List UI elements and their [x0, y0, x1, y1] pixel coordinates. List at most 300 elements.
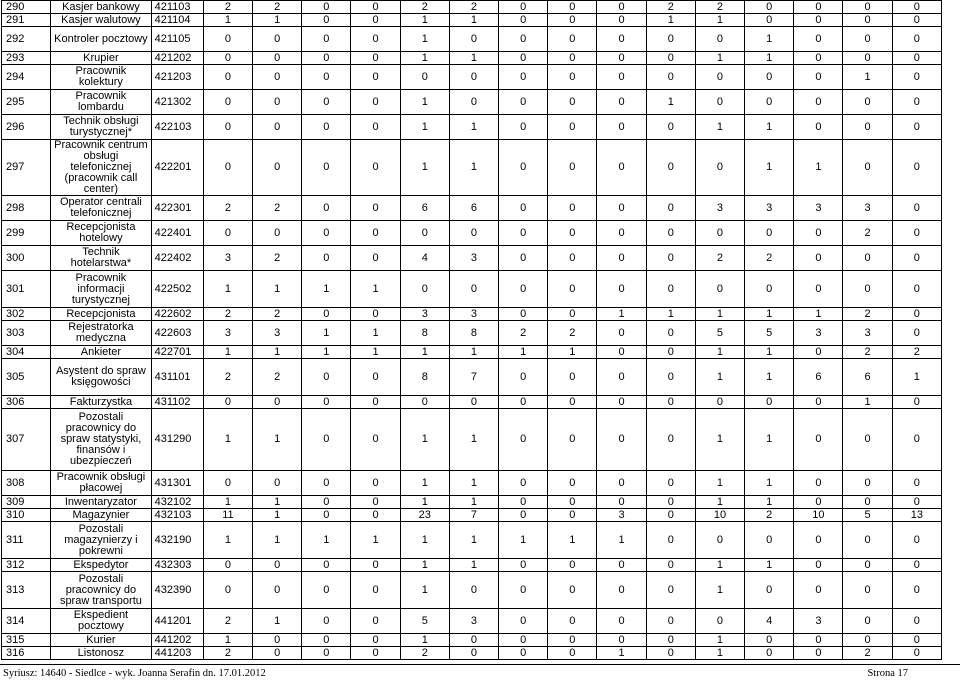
value-cell: 0	[794, 65, 843, 90]
value-cell: 0	[351, 246, 400, 271]
value-cell: 0	[203, 140, 252, 196]
value-cell: 0	[302, 396, 351, 409]
value-cell: 0	[892, 140, 941, 196]
value-cell: 0	[499, 52, 548, 65]
value-cell: 0	[548, 559, 597, 572]
value-cell: 0	[695, 65, 744, 90]
value-cell: 0	[843, 52, 892, 65]
value-cell: 0	[646, 496, 695, 509]
value-cell: 0	[548, 115, 597, 140]
occupation-name-cell: Kasjer walutowy	[51, 14, 151, 27]
value-cell: 0	[302, 115, 351, 140]
value-cell: 5	[400, 609, 449, 634]
value-cell: 2	[253, 1, 302, 14]
value-cell: 0	[351, 27, 400, 52]
value-cell: 0	[695, 271, 744, 308]
value-cell: 0	[351, 14, 400, 27]
value-cell: 5	[843, 509, 892, 522]
value-cell: 0	[548, 634, 597, 647]
value-cell: 0	[843, 559, 892, 572]
value-cell: 0	[597, 27, 646, 52]
value-cell: 1	[449, 559, 498, 572]
occupation-name-cell: Ekspedient pocztowy	[51, 609, 151, 634]
value-cell: 0	[548, 271, 597, 308]
occupation-name-cell: Ekspedytor	[51, 559, 151, 572]
row-number-cell: 298	[2, 196, 51, 221]
value-cell: 0	[597, 14, 646, 27]
value-cell: 1	[745, 359, 794, 396]
value-cell: 0	[794, 246, 843, 271]
value-cell: 0	[597, 634, 646, 647]
occupation-name-cell: Krupier	[51, 52, 151, 65]
value-cell: 0	[548, 471, 597, 496]
value-cell: 0	[449, 221, 498, 246]
value-cell: 1	[253, 496, 302, 509]
value-cell: 1	[203, 522, 252, 559]
value-cell: 3	[203, 246, 252, 271]
occupation-name-cell: Ankieter	[51, 346, 151, 359]
value-cell: 0	[597, 321, 646, 346]
occupation-code-cell: 422502	[151, 271, 203, 308]
value-cell: 1	[695, 14, 744, 27]
value-cell: 1	[449, 496, 498, 509]
table-row	[2, 471, 942, 496]
value-cell: 0	[646, 409, 695, 471]
value-cell: 0	[597, 471, 646, 496]
value-cell: 3	[794, 196, 843, 221]
value-cell: 0	[499, 559, 548, 572]
value-cell: 0	[302, 140, 351, 196]
value-cell: 0	[203, 221, 252, 246]
value-cell: 1	[646, 90, 695, 115]
value-cell: 7	[449, 359, 498, 396]
row-number-cell: 314	[2, 609, 51, 634]
value-cell: 2	[548, 321, 597, 346]
value-cell: 1	[253, 14, 302, 27]
value-cell: 0	[843, 27, 892, 52]
value-cell: 0	[646, 52, 695, 65]
value-cell: 1	[695, 647, 744, 660]
value-cell: 0	[548, 359, 597, 396]
occupation-code-cell: 422402	[151, 246, 203, 271]
value-cell: 0	[499, 359, 548, 396]
value-cell: 1	[351, 346, 400, 359]
value-cell: 0	[892, 647, 941, 660]
value-cell: 0	[351, 90, 400, 115]
value-cell: 1	[400, 471, 449, 496]
value-cell: 0	[745, 65, 794, 90]
table-body	[2, 1, 942, 660]
value-cell: 0	[794, 271, 843, 308]
value-cell: 0	[351, 471, 400, 496]
value-cell: 1	[400, 27, 449, 52]
value-cell: 1	[203, 634, 252, 647]
value-cell: 0	[548, 221, 597, 246]
page-number: Strona 17	[867, 668, 908, 679]
value-cell: 1	[745, 471, 794, 496]
value-cell: 1	[646, 308, 695, 321]
value-cell: 0	[499, 140, 548, 196]
value-cell: 0	[695, 140, 744, 196]
table-row	[2, 65, 942, 90]
value-cell: 1	[794, 140, 843, 196]
value-cell: 0	[548, 396, 597, 409]
value-cell: 0	[892, 559, 941, 572]
value-cell: 3	[843, 196, 892, 221]
occupation-code-cell: 421202	[151, 52, 203, 65]
occupation-name-cell: Inwentaryzator	[51, 496, 151, 509]
value-cell: 1	[745, 496, 794, 509]
row-number-cell: 312	[2, 559, 51, 572]
value-cell: 0	[499, 246, 548, 271]
value-cell: 11	[203, 509, 252, 522]
value-cell: 1	[400, 522, 449, 559]
value-cell: 0	[646, 634, 695, 647]
value-cell: 0	[351, 140, 400, 196]
value-cell: 0	[203, 471, 252, 496]
value-cell: 0	[892, 572, 941, 609]
value-cell: 2	[203, 196, 252, 221]
value-cell: 0	[892, 496, 941, 509]
occupation-code-cell: 422602	[151, 308, 203, 321]
value-cell: 0	[794, 14, 843, 27]
value-cell: 0	[351, 1, 400, 14]
value-cell: 0	[745, 1, 794, 14]
value-cell: 0	[302, 246, 351, 271]
value-cell: 0	[794, 115, 843, 140]
value-cell: 0	[646, 346, 695, 359]
occupation-code-cell: 432102	[151, 496, 203, 509]
value-cell: 0	[892, 409, 941, 471]
row-number-cell: 313	[2, 572, 51, 609]
value-cell: 0	[794, 647, 843, 660]
table-row	[2, 27, 942, 52]
value-cell: 0	[597, 609, 646, 634]
value-cell: 0	[302, 52, 351, 65]
value-cell: 0	[302, 559, 351, 572]
value-cell: 0	[449, 90, 498, 115]
table-row	[2, 14, 942, 27]
value-cell: 0	[351, 396, 400, 409]
value-cell: 6	[794, 359, 843, 396]
value-cell: 1	[400, 90, 449, 115]
row-number-cell: 301	[2, 271, 51, 308]
value-cell: 2	[203, 308, 252, 321]
value-cell: 0	[548, 1, 597, 14]
value-cell: 0	[646, 65, 695, 90]
value-cell: 0	[548, 246, 597, 271]
value-cell: 1	[449, 409, 498, 471]
value-cell: 0	[646, 609, 695, 634]
value-cell: 2	[400, 1, 449, 14]
value-cell: 0	[548, 509, 597, 522]
value-cell: 0	[302, 65, 351, 90]
row-number-cell: 296	[2, 115, 51, 140]
value-cell: 0	[253, 221, 302, 246]
value-cell: 0	[597, 140, 646, 196]
value-cell: 1	[302, 271, 351, 308]
value-cell: 0	[499, 65, 548, 90]
value-cell: 0	[548, 65, 597, 90]
occupation-code-cell: 441201	[151, 609, 203, 634]
value-cell: 0	[597, 572, 646, 609]
table-row	[2, 634, 942, 647]
occupation-code-cell: 441203	[151, 647, 203, 660]
value-cell: 0	[351, 115, 400, 140]
value-cell: 0	[794, 471, 843, 496]
table-row	[2, 509, 942, 522]
occupation-code-cell: 422301	[151, 196, 203, 221]
value-cell: 0	[351, 359, 400, 396]
value-cell: 0	[351, 559, 400, 572]
value-cell: 0	[351, 609, 400, 634]
value-cell: 0	[646, 321, 695, 346]
value-cell: 5	[695, 321, 744, 346]
value-cell: 0	[548, 609, 597, 634]
occupation-name-cell: Pracownik informacji turystycznej	[51, 271, 151, 308]
value-cell: 1	[302, 321, 351, 346]
value-cell: 1	[745, 346, 794, 359]
value-cell: 0	[892, 396, 941, 409]
value-cell: 0	[597, 90, 646, 115]
value-cell: 1	[745, 308, 794, 321]
value-cell: 1	[745, 559, 794, 572]
value-cell: 0	[597, 271, 646, 308]
value-cell: 0	[597, 65, 646, 90]
occupation-code-cell: 431290	[151, 409, 203, 471]
value-cell: 1	[745, 409, 794, 471]
value-cell: 0	[548, 196, 597, 221]
value-cell: 0	[351, 409, 400, 471]
value-cell: 0	[253, 90, 302, 115]
value-cell: 0	[253, 471, 302, 496]
value-cell: 0	[449, 634, 498, 647]
value-cell: 0	[695, 27, 744, 52]
value-cell: 8	[400, 321, 449, 346]
value-cell: 0	[253, 647, 302, 660]
value-cell: 2	[499, 321, 548, 346]
value-cell: 3	[745, 196, 794, 221]
value-cell: 0	[351, 634, 400, 647]
value-cell: 0	[843, 471, 892, 496]
value-cell: 0	[794, 572, 843, 609]
value-cell: 1	[203, 496, 252, 509]
table-row	[2, 308, 942, 321]
value-cell: 0	[892, 65, 941, 90]
value-cell: 1	[400, 115, 449, 140]
value-cell: 2	[695, 1, 744, 14]
value-cell: 0	[892, 308, 941, 321]
value-cell: 1	[745, 115, 794, 140]
value-cell: 0	[843, 609, 892, 634]
value-cell: 0	[597, 359, 646, 396]
value-cell: 0	[646, 559, 695, 572]
table-row	[2, 572, 942, 609]
value-cell: 0	[843, 522, 892, 559]
value-cell: 0	[646, 271, 695, 308]
row-number-cell: 315	[2, 634, 51, 647]
value-cell: 0	[745, 572, 794, 609]
value-cell: 1	[695, 115, 744, 140]
value-cell: 1	[695, 409, 744, 471]
value-cell: 1	[400, 409, 449, 471]
value-cell: 0	[499, 27, 548, 52]
value-cell: 0	[794, 496, 843, 509]
occupation-name-cell: Recepcjonista	[51, 308, 151, 321]
value-cell: 0	[646, 246, 695, 271]
value-cell: 1	[449, 115, 498, 140]
value-cell: 0	[499, 90, 548, 115]
value-cell: 3	[449, 609, 498, 634]
value-cell: 0	[597, 496, 646, 509]
row-number-cell: 299	[2, 221, 51, 246]
value-cell: 1	[203, 271, 252, 308]
value-cell: 0	[597, 52, 646, 65]
value-cell: 0	[597, 409, 646, 471]
value-cell: 6	[400, 196, 449, 221]
value-cell: 0	[499, 221, 548, 246]
value-cell: 0	[843, 271, 892, 308]
value-cell: 1	[843, 396, 892, 409]
value-cell: 23	[400, 509, 449, 522]
occupation-name-cell: Rejestratorka medyczna	[51, 321, 151, 346]
row-number-cell: 303	[2, 321, 51, 346]
occupation-code-cell: 432390	[151, 572, 203, 609]
value-cell: 0	[646, 572, 695, 609]
value-cell: 1	[695, 308, 744, 321]
value-cell: 0	[203, 90, 252, 115]
value-cell: 0	[351, 509, 400, 522]
value-cell: 1	[449, 140, 498, 196]
value-cell: 0	[745, 90, 794, 115]
value-cell: 0	[499, 271, 548, 308]
value-cell: 0	[646, 27, 695, 52]
value-cell: 6	[843, 359, 892, 396]
value-cell: 0	[892, 221, 941, 246]
value-cell: 0	[351, 572, 400, 609]
occupation-code-cell: 431101	[151, 359, 203, 396]
value-cell: 0	[892, 196, 941, 221]
value-cell: 0	[794, 221, 843, 246]
value-cell: 0	[843, 140, 892, 196]
value-cell: 2	[843, 346, 892, 359]
row-number-cell: 292	[2, 27, 51, 52]
value-cell: 0	[449, 271, 498, 308]
value-cell: 2	[843, 308, 892, 321]
value-cell: 0	[302, 572, 351, 609]
value-cell: 0	[695, 609, 744, 634]
occupation-name-cell: Pozostali pracownicy do spraw transportu	[51, 572, 151, 609]
value-cell: 0	[892, 271, 941, 308]
value-cell: 0	[499, 509, 548, 522]
value-cell: 0	[843, 634, 892, 647]
value-cell: 0	[892, 609, 941, 634]
value-cell: 1	[253, 522, 302, 559]
value-cell: 0	[302, 27, 351, 52]
value-cell: 2	[253, 359, 302, 396]
value-cell: 1	[400, 140, 449, 196]
row-number-cell: 295	[2, 90, 51, 115]
value-cell: 0	[449, 647, 498, 660]
value-cell: 0	[203, 115, 252, 140]
row-number-cell: 290	[2, 1, 51, 14]
occupation-code-cell: 421105	[151, 27, 203, 52]
value-cell: 1	[253, 271, 302, 308]
value-cell: 0	[548, 647, 597, 660]
value-cell: 0	[843, 14, 892, 27]
value-cell: 0	[794, 396, 843, 409]
value-cell: 1	[400, 634, 449, 647]
value-cell: 0	[843, 496, 892, 509]
value-cell: 3	[695, 196, 744, 221]
value-cell: 3	[253, 321, 302, 346]
value-cell: 1	[597, 522, 646, 559]
value-cell: 0	[302, 90, 351, 115]
value-cell: 2	[892, 346, 941, 359]
value-cell: 3	[449, 308, 498, 321]
row-number-cell: 306	[2, 396, 51, 409]
value-cell: 0	[646, 359, 695, 396]
value-cell: 0	[302, 471, 351, 496]
value-cell: 3	[203, 321, 252, 346]
occupation-name-cell: Technik hotelarstwa*	[51, 246, 151, 271]
occupation-name-cell: Kontroler pocztowy	[51, 27, 151, 52]
value-cell: 0	[302, 634, 351, 647]
page-footer	[0, 664, 960, 682]
occupation-code-cell: 431301	[151, 471, 203, 496]
value-cell: 1	[351, 271, 400, 308]
value-cell: 0	[794, 27, 843, 52]
value-cell: 2	[695, 246, 744, 271]
value-cell: 0	[892, 52, 941, 65]
occupation-code-cell: 431102	[151, 396, 203, 409]
occupation-code-cell: 421203	[151, 65, 203, 90]
value-cell: 0	[499, 496, 548, 509]
value-cell: 0	[548, 52, 597, 65]
occupation-name-cell: Pracownik centrum obsługi telefonicznej (pracownik call center)	[51, 140, 151, 196]
table-row	[2, 196, 942, 221]
value-cell: 0	[203, 572, 252, 609]
row-number-cell: 294	[2, 65, 51, 90]
value-cell: 0	[253, 396, 302, 409]
value-cell: 0	[745, 634, 794, 647]
value-cell: 1	[597, 647, 646, 660]
value-cell: 0	[548, 90, 597, 115]
occupation-name-cell: Technik obsługi turystycznej*	[51, 115, 151, 140]
value-cell: 0	[794, 559, 843, 572]
row-number-cell: 308	[2, 471, 51, 496]
value-cell: 2	[253, 196, 302, 221]
value-cell: 1	[400, 496, 449, 509]
occupation-code-cell: 432303	[151, 559, 203, 572]
table-row	[2, 221, 942, 246]
value-cell: 1	[203, 346, 252, 359]
row-number-cell: 316	[2, 647, 51, 660]
value-cell: 1	[695, 471, 744, 496]
value-cell: 1	[302, 522, 351, 559]
occupation-code-cell: 421104	[151, 14, 203, 27]
value-cell: 0	[892, 246, 941, 271]
value-cell: 0	[892, 522, 941, 559]
value-cell: 1	[695, 559, 744, 572]
table-row	[2, 559, 942, 572]
row-number-cell: 311	[2, 522, 51, 559]
value-cell: 2	[203, 359, 252, 396]
value-cell: 0	[646, 471, 695, 496]
table-row	[2, 647, 942, 660]
value-cell: 0	[203, 65, 252, 90]
occupation-name-cell: Pracownik obsługi płacowej	[51, 471, 151, 496]
